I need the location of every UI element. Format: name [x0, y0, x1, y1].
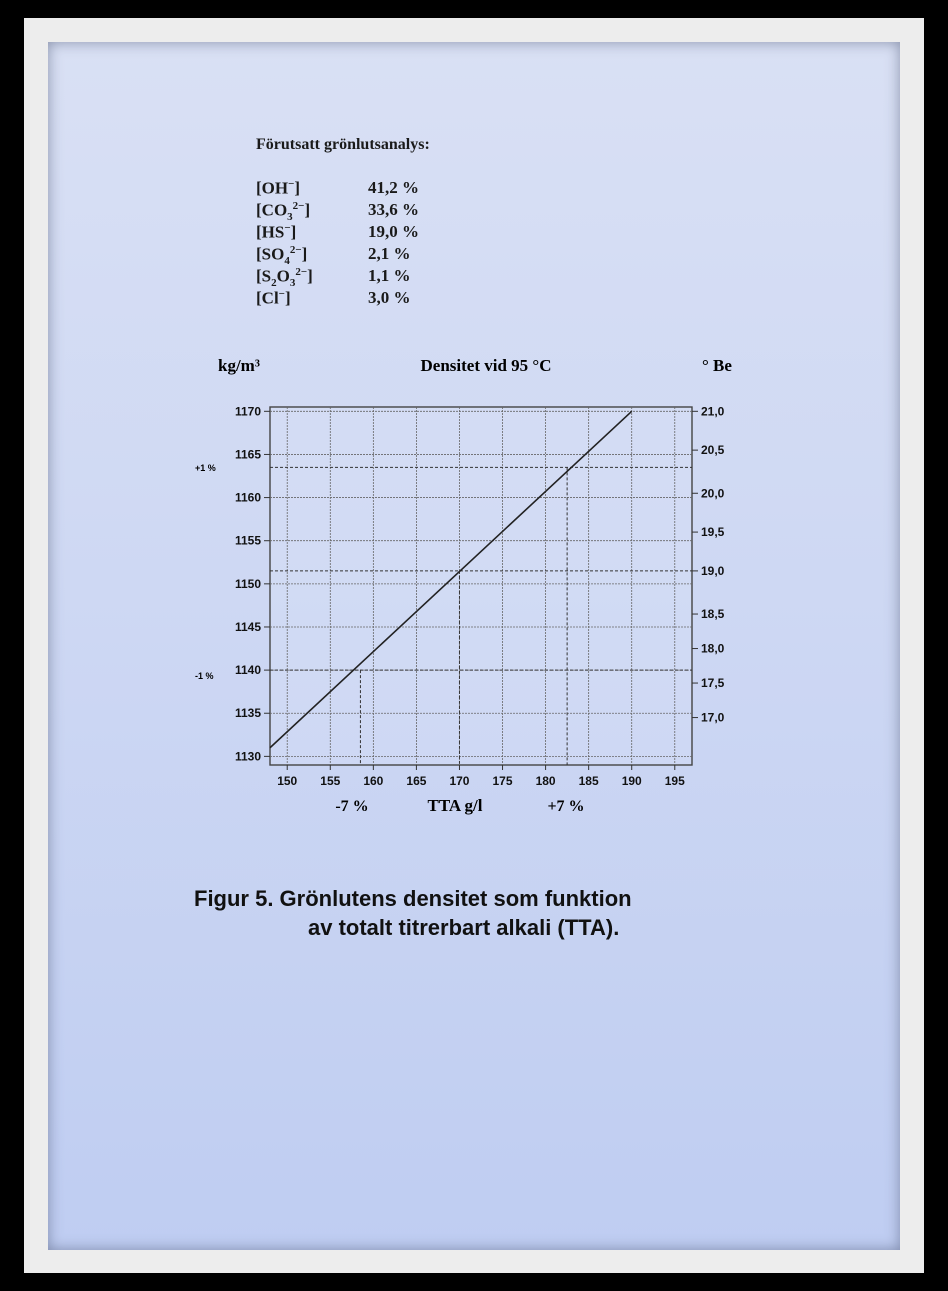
ion-cl: [Cl−]: [256, 288, 291, 308]
x-tick-label: 165: [406, 774, 427, 788]
y2-tick-label: 19,5: [701, 525, 725, 540]
caption-line-1: Figur 5. Grönlutens densitet som funktion: [194, 886, 632, 911]
plus-7-label: +7 %: [547, 798, 585, 815]
y-tick-label: 1170: [234, 404, 261, 419]
y2-ticks: [692, 404, 725, 724]
y2-tick-label: 21,0: [701, 404, 725, 419]
x-tick-label: 155: [320, 774, 341, 788]
y2-tick-label: 18,0: [701, 641, 725, 656]
x-axis-label: TTA g/l: [427, 796, 483, 815]
x-tick-label: 180: [535, 774, 556, 788]
ion-so4: $[SO_4^{2-}]$: [256, 244, 308, 268]
y2-tick-label: 20,5: [701, 443, 725, 458]
ion-so4-value: 2,1 %: [368, 244, 411, 263]
x-ticks: [277, 765, 685, 788]
y-tick-label: 1145: [234, 619, 261, 634]
y-tick-label: 1160: [234, 490, 261, 505]
chart-title: Densitet vid 95 °C: [420, 356, 552, 375]
x-tick-label: 160: [363, 774, 384, 788]
figure-caption: [194, 884, 632, 942]
y-tick-label: 1150: [234, 576, 261, 591]
ion-cl-value: 3,0 %: [368, 288, 411, 307]
y-tick-label: 1165: [234, 447, 261, 462]
ion-s2o3-value: 1,1 %: [368, 266, 411, 285]
plot-area: [270, 407, 692, 765]
ion-hs-value: 19,0 %: [368, 222, 419, 241]
ion-hs: [HS−]: [256, 222, 297, 242]
plus-1-label: +1 %: [195, 463, 216, 473]
x-tick-label: 185: [578, 774, 599, 788]
y-tick-label: 1135: [234, 706, 261, 721]
y2-axis-label: ° Be: [702, 356, 732, 375]
caption-line-2: av totalt titrerbart alkali (TTA).: [308, 915, 620, 940]
ion-co3: $[CO_3^{2-}]$: [256, 200, 311, 224]
minus-7-label: -7 %: [335, 798, 369, 815]
ion-co3-value: 33,6 %: [368, 200, 419, 219]
ion-oh-value: 41,2 %: [368, 178, 419, 197]
y-ticks: [235, 404, 270, 763]
y2-tick-label: 18,5: [701, 607, 725, 622]
minus-1-label: -1 %: [195, 671, 214, 681]
x-tick-label: 170: [449, 774, 470, 788]
y-tick-label: 1155: [234, 533, 261, 548]
ion-oh: [OH−]: [256, 178, 301, 198]
y-tick-label: 1140: [234, 663, 261, 678]
y2-tick-label: 20,0: [701, 486, 725, 501]
y2-tick-label: 17,0: [701, 710, 725, 725]
y-tick-label: 1130: [234, 749, 261, 764]
x-tick-label: 175: [492, 774, 513, 788]
x-tick-label: 190: [621, 774, 642, 788]
y2-tick-label: 17,5: [701, 676, 725, 691]
y-axis-label: kg/m³: [218, 356, 260, 375]
x-tick-label: 195: [664, 774, 685, 788]
x-tick-label: 150: [277, 774, 298, 788]
y2-tick-label: 19,0: [701, 563, 725, 578]
analysis-title: Förutsatt grönlutsanalys:: [256, 136, 430, 153]
ion-s2o3: $[S_2O_3^{2-}]$: [256, 266, 313, 290]
